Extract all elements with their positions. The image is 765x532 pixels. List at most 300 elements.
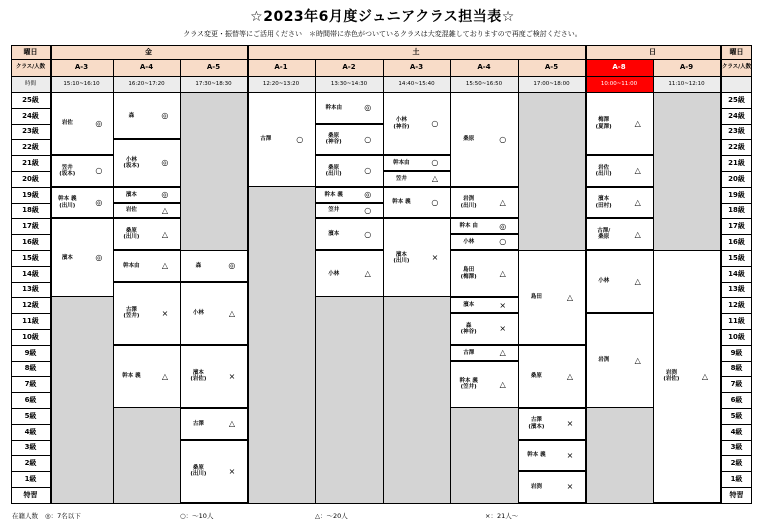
class-assignment[interactable] [585,187,653,219]
coach-name: 桑原 [530,373,542,380]
enrollment-symbol: △ [228,419,235,429]
grid-line [11,408,50,409]
level-label: 1級 [24,475,37,484]
grid-line [11,45,751,46]
grid-line [11,266,50,267]
legend-item: △：～20人 [315,512,348,520]
coach-name: 岩佐 [61,120,73,127]
enrollment-symbol: × [431,253,439,263]
level-label: 19級 [22,190,39,199]
day-header-label: 曜日 [721,45,752,59]
level-label: 4級 [730,427,743,436]
coach-name: 岩佐 (出川) [595,164,612,177]
level-label: 7級 [24,380,37,389]
class-assignment[interactable] [450,250,518,297]
coach-name: 古澤 [192,420,204,427]
level-label: 6級 [24,396,37,405]
coach-name: 幹本 義 [122,373,141,380]
class-assignment[interactable] [315,187,383,203]
coach-name: 古澤 [260,136,272,143]
class-assignment[interactable] [383,187,450,219]
grid-line [11,45,12,503]
class-assignment[interactable] [247,92,315,187]
level-label: 13級 [728,285,745,294]
grid-line [721,171,752,172]
level-label: 2級 [24,459,37,468]
grid-line [721,440,752,441]
grid-line [11,313,50,314]
enrollment-symbol: △ [499,379,506,389]
class-assignment[interactable] [518,471,585,503]
coach-name: 森 [195,262,202,269]
level-label: 24級 [22,111,39,120]
grid-line [11,92,751,93]
class-count-label: クラス/人数 [721,59,752,76]
enrollment-symbol: △ [161,261,168,271]
enrollment-symbol: ○ [364,134,372,144]
level-label: 1級 [730,475,743,484]
coach-name: 小林 [598,278,610,285]
coach-name: 小林 (坂本) [123,156,140,170]
class-time: 14:40~15:40 [383,76,450,92]
coach-name: 濱本 [328,231,340,238]
enrollment-symbol: ○ [364,166,372,176]
coach-name: 岩渕 (岩佐) [663,370,680,383]
grid-line [113,59,114,503]
enrollment-symbol: △ [161,229,168,239]
grid-line [721,139,752,140]
coach-name: 梅澤 (夏澤) [595,117,612,130]
class-assignment[interactable] [450,187,518,219]
level-label: 4級 [24,427,37,436]
page-title: ☆2023年6月度ジュニアクラス担当表☆ [250,9,515,25]
coach-name: 古澤 (笠井) [123,306,140,320]
level-label: 8級 [24,364,37,373]
grid-line [11,234,50,235]
grid-line [721,345,752,346]
enrollment-symbol: ◎ [228,261,236,271]
class-assignment[interactable] [315,203,383,219]
enrollment-symbol: △ [634,166,641,176]
class-assignment[interactable] [315,92,383,124]
level-label: 14級 [728,269,745,278]
enrollment-symbol: △ [228,308,235,318]
enrollment-symbol: ○ [431,198,439,207]
class-time: 13:30~14:30 [315,76,383,92]
class-assignment[interactable] [113,139,180,186]
grid-line [653,59,654,503]
class-assignment[interactable] [450,92,518,187]
coach-name: 濱本 (岩佐) [190,370,207,383]
coach-name: 幹本 義 [527,452,546,459]
time-label [721,76,752,92]
grid-line [11,424,50,425]
class-assignment[interactable] [180,408,247,440]
grid-line [721,313,752,314]
class-assignment[interactable] [383,218,450,297]
coach-name: 岩佐 [125,207,137,214]
class-assignment[interactable] [315,155,383,187]
grid-line [721,471,752,472]
class-assignment[interactable] [450,234,518,250]
enrollment-symbol: △ [364,269,371,279]
coach-name: 桑原 (出川) [123,227,140,241]
class-header: A-1 [247,59,315,76]
grid-line [11,297,50,298]
class-assignment[interactable] [518,440,585,472]
grid-line [721,155,752,156]
grid-line [11,187,50,188]
enrollment-symbol: ◎ [499,221,507,231]
level-label: 25級 [728,95,745,104]
class-assignment[interactable] [113,282,180,345]
grid-line [180,59,181,503]
enrollment-symbol: ◎ [364,190,372,200]
enrollment-symbol: △ [634,229,641,239]
grid-line [721,234,752,235]
grid-line [721,408,752,409]
level-label: 9級 [24,348,37,357]
enrollment-symbol: ○ [364,229,372,239]
coach-name: 濱本 (出川) [393,251,410,264]
enrollment-symbol: ◎ [364,103,372,113]
class-header: A-4 [113,59,180,76]
grid-line [518,59,519,503]
level-label: 24級 [728,111,745,120]
coach-name: 桑原 [463,136,475,143]
enrollment-symbol: ◎ [161,111,169,121]
grid-line [11,124,50,125]
day-header: 日 [585,45,720,59]
enrollment-symbol: ◎ [95,253,103,263]
class-header: A-4 [450,59,518,76]
enrollment-symbol: ○ [364,205,372,215]
level-label: 23級 [728,127,745,136]
enrollment-symbol: △ [499,269,506,279]
class-assignment[interactable] [113,92,180,139]
level-label: 15級 [728,253,745,262]
level-label: 16級 [22,238,39,247]
enrollment-symbol: △ [566,371,573,381]
class-assignment[interactable] [518,408,585,440]
enrollment-symbol: △ [431,174,438,184]
class-assignment[interactable] [113,345,180,408]
coach-name: 小林 [192,310,204,317]
level-label: 11級 [728,317,745,326]
grid-line [11,345,50,346]
enrollment-symbol: ○ [431,158,439,168]
grid-line [11,203,50,204]
enrollment-symbol: × [566,419,574,429]
class-header: A-5 [518,59,585,76]
coach-name: 小林 (神谷) [393,117,410,130]
coach-name: 岩渕 [530,483,542,490]
level-label: 22級 [728,143,745,152]
day-header-label: 曜日 [11,45,50,59]
grid-line [721,203,752,204]
enrollment-symbol: △ [161,371,168,381]
class-assignment[interactable] [518,345,585,408]
grid-line [721,329,752,330]
grid-line [721,266,752,267]
grid-line [50,45,52,503]
grid-line [11,282,50,283]
level-label: 20級 [728,174,745,183]
coach-name: 幹本由 [123,262,140,269]
coach-name: 笠井 [395,175,407,182]
grid-line [751,45,752,504]
level-label: 21級 [728,159,745,168]
day-header: 金 [50,45,247,59]
coach-name: 桑原 (出川) [325,164,342,177]
class-header: A-9 [653,59,720,76]
level-label: 12級 [728,301,745,310]
class-assignment[interactable] [180,345,247,408]
class-assignment[interactable] [50,155,113,187]
class-assignment[interactable] [315,218,383,250]
coach-name: 幹本 義 (出川) [58,196,77,209]
grid-line [721,250,752,251]
class-header: A-3 [50,59,113,76]
enrollment-symbol: ○ [499,237,507,247]
class-assignment[interactable] [50,92,113,155]
coach-name: 濱本 [61,254,73,261]
class-time: 10:00~11:00 [585,76,653,92]
coach-name: 笠井 [328,207,340,214]
usage-note: クラス変更・振替等にご活用ください ＊時間帯に赤色がついているクラスは大変混雑しておりますので再度ご検討ください。 [183,30,582,38]
level-label: 14級 [22,269,39,278]
class-assignment[interactable] [180,440,247,503]
enrollment-symbol: × [499,300,507,310]
grid-line [11,361,50,362]
coach-name: 桑原 (神谷) [325,133,342,146]
class-assignment[interactable] [585,92,653,155]
coach-name: 幹本 義 [392,199,411,206]
class-assignment[interactable] [113,218,180,250]
grid-line [721,282,752,283]
coach-name: 岩渕 (出川) [460,196,477,209]
level-label: 特習 [729,490,744,499]
class-assignment[interactable] [450,218,518,234]
enrollment-symbol: △ [499,198,506,207]
class-assignment[interactable] [180,250,247,282]
legend-label: 在籍人数 [12,512,38,520]
class-time: 17:30~18:30 [180,76,247,92]
class-assignment[interactable] [315,250,383,297]
coach-name: 濱本 [463,302,475,309]
coach-name: 島田 (梅澤) [460,267,477,280]
grid-line [721,124,752,125]
class-assignment[interactable] [585,218,653,250]
grid-line [11,503,751,504]
grid-line [721,376,752,377]
grid-line [11,171,50,172]
level-label: 17級 [22,222,39,231]
grid-line [11,329,50,330]
grid-line [247,45,249,503]
level-label: 20級 [22,174,39,183]
coach-name: 幹本 由 [459,223,478,230]
enrollment-symbol: × [566,450,574,460]
enrollment-symbol: ◎ [161,158,169,168]
level-label: 11級 [22,317,39,326]
coach-name: 古澤 (濱本) [528,417,545,430]
level-label: 特習 [23,490,38,499]
level-label: 25級 [22,95,39,104]
class-assignment[interactable] [113,203,180,219]
enrollment-symbol: ○ [95,166,103,176]
level-label: 5級 [730,411,743,420]
grid-line [721,297,752,298]
enrollment-symbol: △ [634,119,641,128]
class-header: A-3 [383,59,450,76]
enrollment-symbol: △ [634,277,641,286]
level-label: 19級 [728,190,745,199]
coach-name: 古澤 [463,349,475,356]
grid-line [721,392,752,393]
level-label: 7級 [730,380,743,389]
level-label: 8級 [730,364,743,373]
enrollment-symbol: △ [161,205,168,215]
level-label: 10級 [728,332,745,341]
level-label: 5級 [24,411,37,420]
day-header: 土 [247,45,585,59]
class-assignment[interactable] [450,361,518,408]
grid-line [721,487,752,488]
enrollment-symbol: △ [701,371,708,381]
grid-line [450,59,451,503]
class-assignment[interactable] [585,313,653,408]
grid-line [721,187,752,188]
enrollment-symbol: △ [634,198,641,207]
enrollment-symbol: × [566,482,574,492]
grid-line [721,424,752,425]
grid-line [11,440,50,441]
class-assignment[interactable] [180,282,247,345]
enrollment-symbol: ◎ [95,198,103,207]
grid-line [721,361,752,362]
enrollment-symbol: × [228,371,236,381]
coach-name: 笠井 (坂本) [59,164,76,177]
grid-line [11,392,50,393]
grid-line [11,250,50,251]
class-assignment[interactable] [383,92,450,155]
grid-line [11,59,751,60]
enrollment-symbol: △ [499,348,506,358]
coach-name: 濱本 (田村) [595,196,612,209]
level-label: 3級 [730,443,743,452]
grid-line [721,455,752,456]
class-assignment[interactable] [585,250,653,313]
legend-item: ◎：7名以下 [45,512,81,520]
class-header: A-8 [585,59,653,76]
class-assignment[interactable] [653,250,720,503]
class-count-label: クラス/人数 [11,59,50,76]
level-label: 6級 [730,396,743,405]
level-label: 10級 [22,332,39,341]
level-label: 13級 [22,285,39,294]
grid-line [11,218,50,219]
enrollment-symbol: △ [566,292,573,302]
grid-line [720,45,722,503]
coach-name: 古澤/ 桑原 [597,227,611,241]
level-label: 21級 [22,159,39,168]
level-label: 22級 [22,143,39,152]
legend-item: ×：21人～ [485,512,519,520]
legend-item: ○：～10人 [180,512,214,520]
class-header: A-5 [180,59,247,76]
class-time: 15:10~16:10 [50,76,113,92]
coach-name: 幹本 義 [324,191,343,198]
level-label: 12級 [22,301,39,310]
class-assignment[interactable] [450,297,518,313]
enrollment-symbol: ○ [431,119,439,128]
level-label: 18級 [22,206,39,215]
coach-name: 小林 [463,238,475,245]
coach-name: 島田 [530,294,542,301]
class-assignment[interactable] [113,250,180,282]
grid-line [11,455,50,456]
enrollment-symbol: ○ [296,134,304,144]
grid-line [11,139,50,140]
enrollment-symbol: × [228,466,236,476]
enrollment-symbol: ◎ [95,119,103,128]
level-label: 23級 [22,127,39,136]
level-label: 2級 [730,459,743,468]
class-assignment[interactable] [315,124,383,156]
enrollment-symbol: ○ [499,134,507,144]
coach-name: 幹本由 [325,104,342,111]
grid-line [721,218,752,219]
enrollment-symbol: × [161,308,169,318]
grid-line [11,108,50,109]
grid-line [11,376,50,377]
grid-line [585,45,587,503]
level-label: 15級 [22,253,39,262]
grid-line [383,59,384,503]
level-label: 18級 [728,206,745,215]
grid-line [11,471,50,472]
class-assignment[interactable] [450,345,518,361]
coach-name: 岩渕 [598,357,610,364]
class-assignment[interactable] [518,250,585,345]
coach-name: 幹本由 [393,159,410,166]
coach-name: 小林 [328,270,340,277]
enrollment-symbol: △ [634,355,641,365]
class-time: 11:10~12:10 [653,76,720,92]
class-time: 12:20~13:20 [247,76,315,92]
grid-line [315,59,316,503]
level-label: 3級 [24,443,37,452]
time-label: 時間 [11,76,50,92]
class-time: 16:20~17:20 [113,76,180,92]
coach-name: 幹本 義 (笠井) [459,377,478,391]
grid-line [721,108,752,109]
class-assignment[interactable] [113,187,180,203]
class-assignment[interactable] [450,313,518,345]
coach-name: 桑原 (出川) [190,464,207,478]
class-assignment[interactable] [383,155,450,171]
grid-line [11,76,751,77]
coach-name: 森 [128,112,135,119]
class-assignment[interactable] [50,187,113,219]
grid-line [11,155,50,156]
class-assignment[interactable] [383,171,450,187]
level-label: 17級 [728,222,745,231]
class-assignment[interactable] [50,218,113,297]
coach-name: 森 (神谷) [460,322,477,335]
class-assignment[interactable] [585,155,653,187]
